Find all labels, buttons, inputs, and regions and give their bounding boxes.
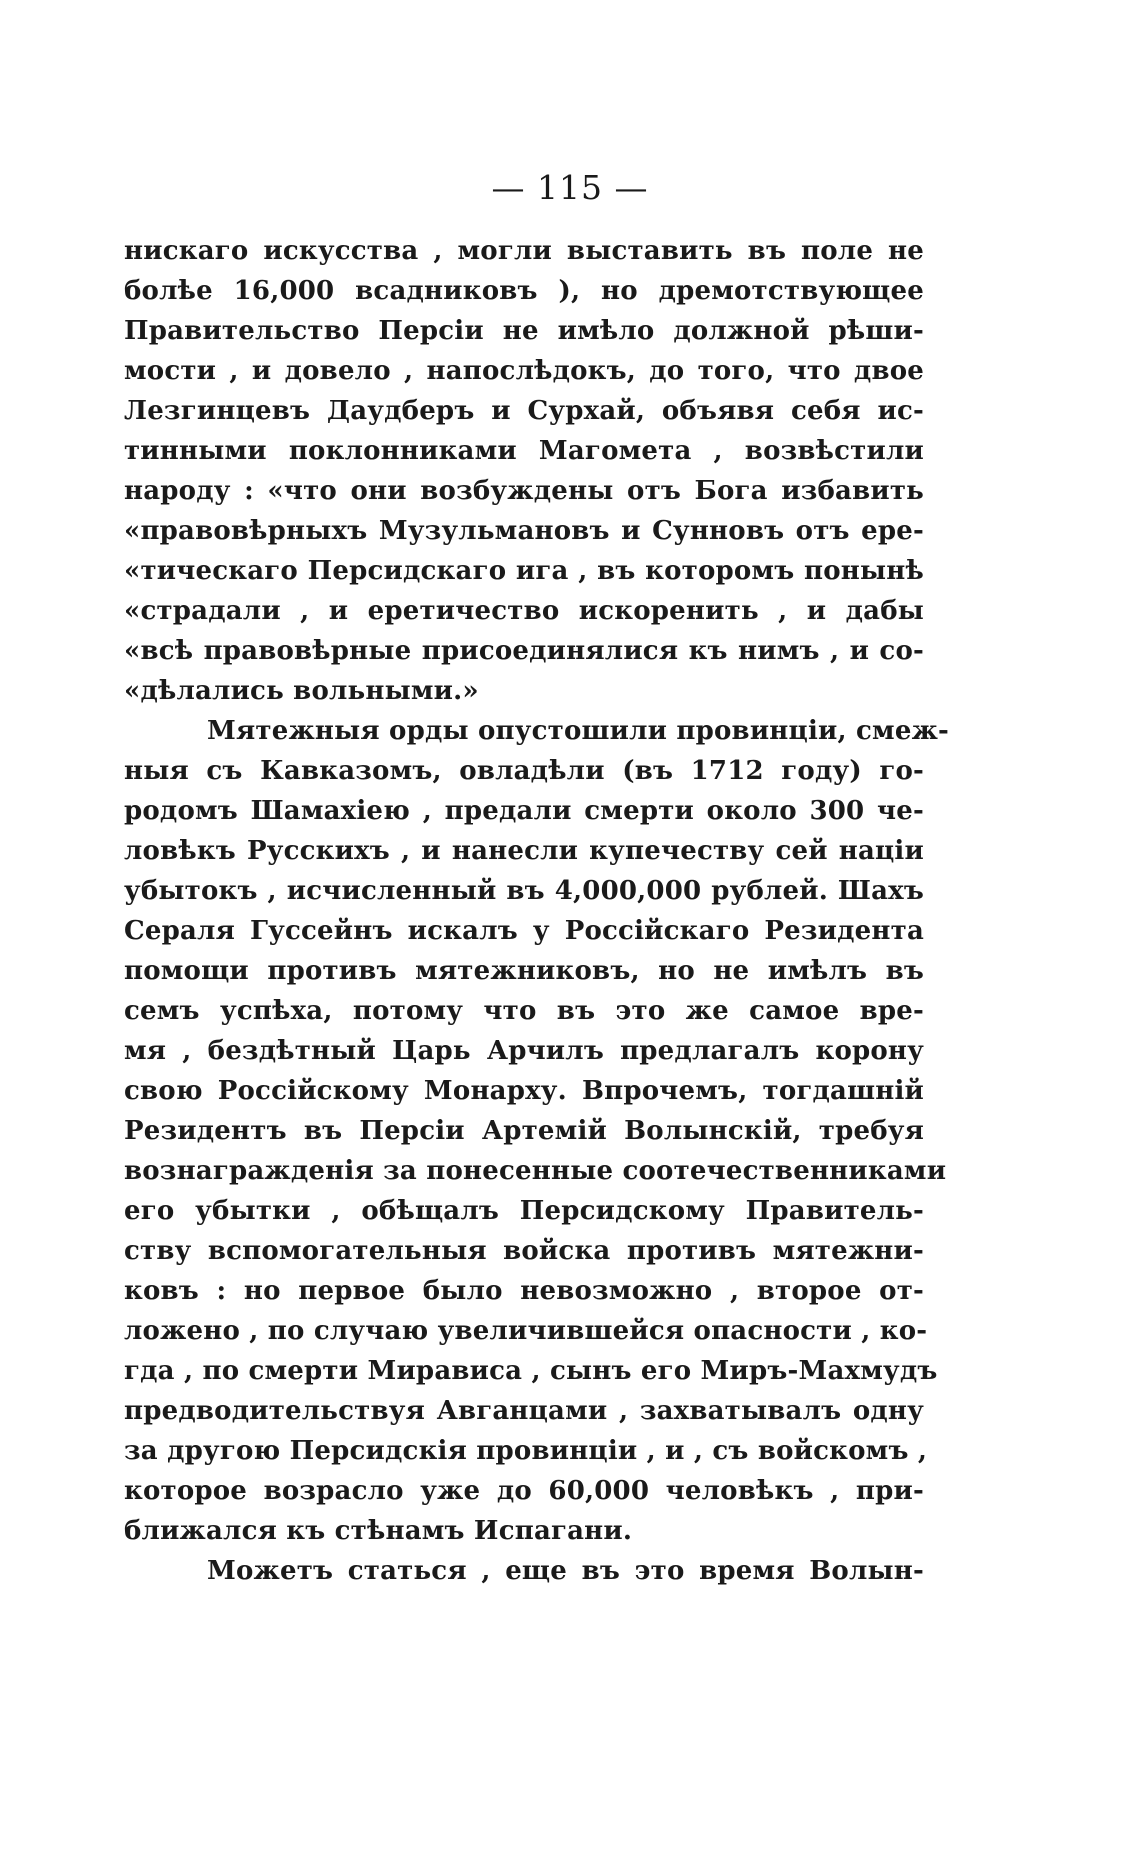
text-line: «правовѣрныхъ Музульмановъ и Сунновъ отъ ере- <box>124 516 924 546</box>
text-line: семъ успѣха, потому что въ это же самое вре- <box>124 996 924 1026</box>
text-line: ству вспомогательныя войска противъ мятежни- <box>124 1236 924 1266</box>
text-line: Мятежныя орды опустошили провинцiи, смеж- <box>207 716 950 746</box>
text-line: вознагражденiя за понесенные соотечественниками <box>124 1156 947 1186</box>
text-line: родомъ Шамахiею , предали смерти около 300 че- <box>124 796 924 826</box>
text-line: Сераля Гуссейнъ искалъ у Россiйскаго Резидента <box>124 916 924 946</box>
text-line: Резидентъ въ Персiи Артемiй Волынскiй, требуя <box>124 1116 924 1146</box>
text-line: ловѣкъ Русскихъ , и нанесли купечеству сей нацiи <box>124 836 924 866</box>
text-line: ложено , по случаю увеличившейся опасности , ко- <box>124 1316 928 1346</box>
text-line: которое возрасло уже до 60,000 человѣкъ , при- <box>124 1476 924 1506</box>
body-text <box>124 232 950 1592</box>
text-line: Правительство Персiи не имѣло должной рѣши- <box>124 316 924 346</box>
text-line: помощи противъ мятежниковъ, но не имѣлъ въ <box>124 956 924 986</box>
text-line: болѣе 16,000 всадниковъ ), но дремотствующее <box>124 276 924 306</box>
paragraph-1 <box>124 232 924 710</box>
text-line: ныя съ Кавказомъ, овладѣли (въ 1712 году) го- <box>124 756 924 786</box>
paragraph-2 <box>124 712 950 1550</box>
text-line: ближался къ стѣнамъ Испагани. <box>124 1516 633 1546</box>
text-line: убытокъ , исчисленный въ 4,000,000 рублей. Шахъ <box>124 876 924 906</box>
text-line: «дѣлались вольными.» <box>124 676 479 706</box>
text-line: ковъ : но первое было невозможно , второе от- <box>124 1276 924 1306</box>
text-line: нискаго искусства , могли выставить въ поле не <box>124 236 924 266</box>
text-line: его убытки , обѣщалъ Персидскому Правитель- <box>124 1196 924 1226</box>
text-line: за другою Персидскiя провинцiи , и , съ войскомъ , <box>124 1436 928 1466</box>
text-line: свою Россiйскому Монарху. Впрочемъ, тогдашнiй <box>124 1076 924 1106</box>
text-line: «тическаго Персидскаго ига , въ которомъ понынѣ <box>124 556 924 586</box>
text-line: Лезгинцевъ Даудберъ и Сурхай, объявя себя ис- <box>124 396 924 426</box>
text-line: мя , бездѣтный Царь Арчилъ предлагалъ корону <box>124 1036 924 1066</box>
text-line: предводительствуя Авганцами , захватывалъ одну <box>124 1396 924 1426</box>
text-line: Можетъ статься , еще въ это время Волын- <box>207 1556 924 1586</box>
text-line: «страдали , и еретичество искоренить , и дабы <box>124 596 924 626</box>
text-line: народу : «что они возбуждены отъ Бога избавить <box>124 476 924 506</box>
text-line: гда , по смерти Мирависа , сынъ его Миръ-Махмудъ <box>124 1356 938 1386</box>
text-line: мости , и довело , напослѣдокъ, до того, что двое <box>124 356 924 386</box>
text-line: «всѣ правовѣрные присоединялися къ нимъ , и со- <box>124 636 924 666</box>
text-line: тинными поклонниками Магомета , возвѣстили <box>124 436 924 466</box>
paragraph-3 <box>124 1552 924 1590</box>
page-number: — 115 — <box>491 168 649 207</box>
